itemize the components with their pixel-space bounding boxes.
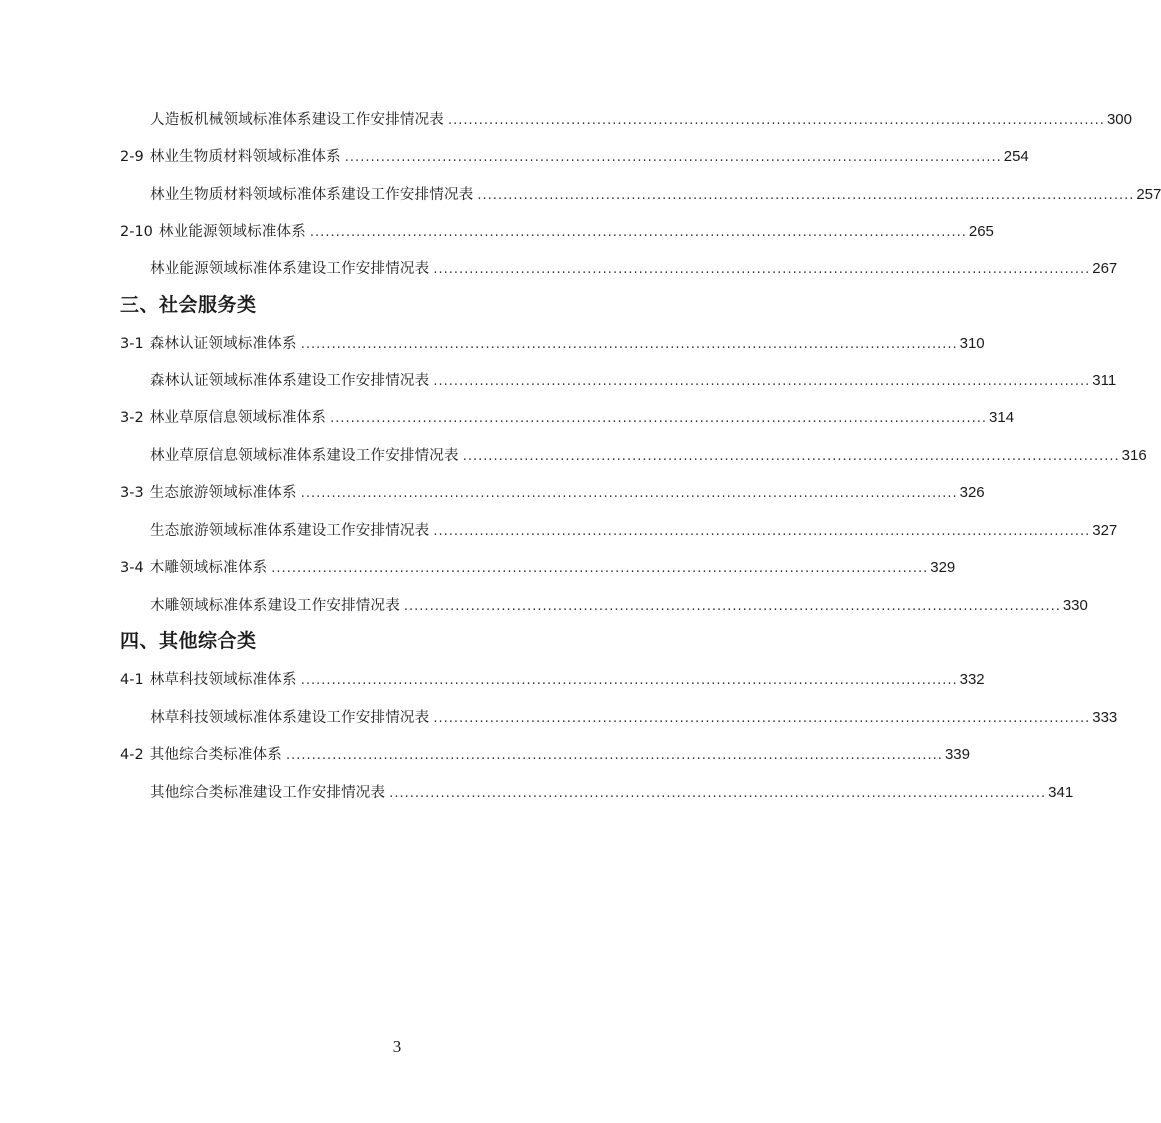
toc-dot-leader: ................................................................................................................................ <box>389 786 1047 801</box>
toc-dot-leader: ................................................................................................................................ <box>271 561 929 576</box>
toc-entry-number: 4-2 <box>120 747 144 763</box>
toc-entry-title: 生态旅游领域标准体系建设工作安排情况表 <box>150 523 430 539</box>
toc-dot-leader: ................................................................................................................................ <box>330 411 988 426</box>
toc-entry-page: 311 <box>1092 372 1117 389</box>
toc-entry-page: 341 <box>1048 784 1074 801</box>
toc-entry-title: 其他综合类标准体系 <box>149 747 282 763</box>
toc-entry[interactable] <box>150 708 1118 728</box>
toc-dot-leader: ................................................................................................................................ <box>462 449 1120 464</box>
toc-entry-page: 310 <box>959 335 985 352</box>
toc-entry-number: 2-10 <box>120 224 153 240</box>
toc-entry-title: 林业生物质材料领域标准体系建设工作安排情况表 <box>150 187 474 203</box>
toc-entry-title: 林草科技领域标准体系建设工作安排情况表 <box>150 710 430 726</box>
toc-entry-number: 3-2 <box>120 410 144 426</box>
toc-entry-number: 4-1 <box>120 672 144 688</box>
toc-dot-leader: ................................................................................................................................ <box>286 748 943 763</box>
toc-dot-leader: ................................................................................................................................ <box>344 150 1002 165</box>
toc-entry-title: 生态旅游领域标准体系 <box>149 485 297 501</box>
toc-entry-title: 木雕领域标准体系 <box>149 560 268 576</box>
toc-entry[interactable] <box>120 334 985 354</box>
toc-entry-title: 林草科技领域标准体系 <box>149 672 297 688</box>
section-heading: 四、其他综合类 <box>120 630 257 652</box>
toc-entry-title: 林业能源领域标准体系 <box>158 224 306 240</box>
toc-entry[interactable] <box>150 185 1161 205</box>
toc-entry-page: 332 <box>959 671 985 688</box>
toc-entry-page: 330 <box>1062 597 1088 614</box>
toc-dot-leader: ................................................................................................................................ <box>477 188 1135 203</box>
toc-entry[interactable] <box>150 783 1074 803</box>
toc-entry[interactable] <box>150 596 1088 616</box>
toc-entry-title: 林业草原信息领域标准体系 <box>149 410 327 426</box>
toc-entry-title: 森林认证领域标准体系建设工作安排情况表 <box>150 373 430 389</box>
toc-entry[interactable] <box>120 670 985 690</box>
toc-entry-title: 木雕领域标准体系建设工作安排情况表 <box>150 598 400 614</box>
toc-dot-leader: ................................................................................................................................ <box>403 599 1061 614</box>
toc-entry-title: 其他综合类标准建设工作安排情况表 <box>150 785 386 801</box>
toc-entry-page: 257 <box>1136 186 1161 203</box>
toc-dot-leader: ................................................................................................................................ <box>309 225 967 240</box>
toc-entry[interactable] <box>120 745 970 765</box>
toc-entry[interactable] <box>120 408 1015 428</box>
toc-entry[interactable] <box>150 110 1132 130</box>
page-number: 3 <box>392 1037 402 1056</box>
toc-entry[interactable] <box>120 483 985 503</box>
toc-entry[interactable] <box>120 558 956 578</box>
toc-entry-title: 林业草原信息领域标准体系建设工作安排情况表 <box>150 448 459 464</box>
toc-entry-page: 254 <box>1003 148 1029 165</box>
toc-entry-number: 2-9 <box>120 149 144 165</box>
toc-entry-page: 267 <box>1092 260 1118 277</box>
toc-entry-number: 3-3 <box>120 485 144 501</box>
toc-dot-leader: ................................................................................................................................ <box>448 113 1105 128</box>
toc-entry-title: 林业能源领域标准体系建设工作安排情况表 <box>150 261 430 277</box>
toc-entry-page: 300 <box>1106 111 1132 128</box>
toc-entry-title: 人造板机械领域标准体系建设工作安排情况表 <box>150 112 444 128</box>
toc-entry-page: 333 <box>1092 709 1118 726</box>
toc-entry[interactable] <box>120 147 1029 167</box>
toc-entry-page: 265 <box>968 223 994 240</box>
toc-entry[interactable] <box>150 446 1147 466</box>
toc-entry[interactable] <box>150 521 1118 541</box>
toc-entry-page: 314 <box>989 409 1015 426</box>
toc-entry[interactable] <box>150 259 1118 279</box>
toc-entry-page: 316 <box>1121 447 1147 464</box>
toc-entry-page: 326 <box>959 484 985 501</box>
toc-entry-title: 林业生物质材料领域标准体系 <box>149 149 341 165</box>
toc-entry-number: 3-1 <box>120 336 144 352</box>
toc-dot-leader: ................................................................................................................................ <box>300 673 958 688</box>
toc-entry-page: 339 <box>944 746 970 763</box>
section-heading: 三、社会服务类 <box>120 294 257 316</box>
toc-entry[interactable] <box>150 371 1117 391</box>
toc-entry-page: 329 <box>930 559 956 576</box>
toc-dot-leader: ................................................................................................................................ <box>433 524 1091 539</box>
toc-entry-page: 327 <box>1092 522 1118 539</box>
toc-dot-leader: ................................................................................................................................ <box>433 374 1091 389</box>
toc-dot-leader: ................................................................................................................................ <box>300 486 958 501</box>
toc-entry[interactable] <box>120 222 994 242</box>
toc-dot-leader: ................................................................................................................................ <box>433 262 1091 277</box>
toc-dot-leader: ................................................................................................................................ <box>300 337 958 352</box>
toc-entry-number: 3-4 <box>120 560 144 576</box>
toc-dot-leader: ................................................................................................................................ <box>433 711 1091 726</box>
toc-entry-title: 森林认证领域标准体系 <box>149 336 297 352</box>
